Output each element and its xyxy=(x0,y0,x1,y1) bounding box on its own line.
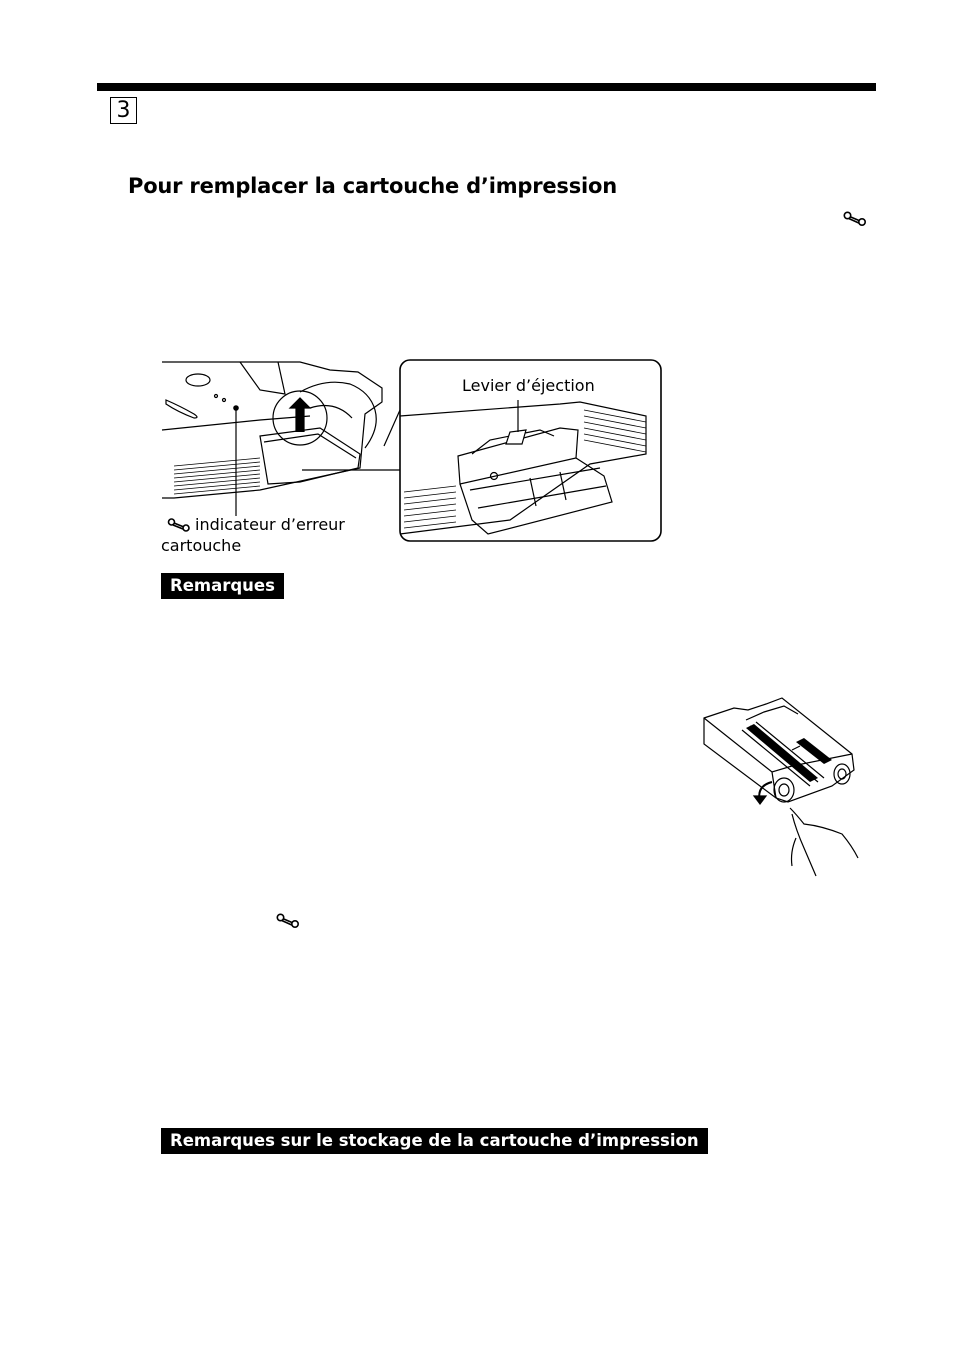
top-rule xyxy=(97,83,876,91)
ink-ribbon-cartridge-figure xyxy=(692,690,862,882)
storage-notes-badge: Remarques sur le stockage de la cartouche d’impression xyxy=(161,1128,708,1154)
indicator-label-line2: cartouche xyxy=(161,536,242,555)
ejection-lever-label: Levier d’éjection xyxy=(462,376,595,395)
cartridge-error-icon xyxy=(167,518,191,532)
cartridge-error-indicator-label xyxy=(161,514,345,556)
section-title: Pour remplacer la cartouche d’impression xyxy=(128,174,617,198)
indicator-label-line1: indicateur d’erreur xyxy=(195,515,345,534)
step-number-box: 3 xyxy=(110,97,137,124)
cartridge-error-icon xyxy=(843,211,867,227)
cartridge-error-icon xyxy=(276,913,300,929)
notes-badge: Remarques xyxy=(161,573,284,599)
